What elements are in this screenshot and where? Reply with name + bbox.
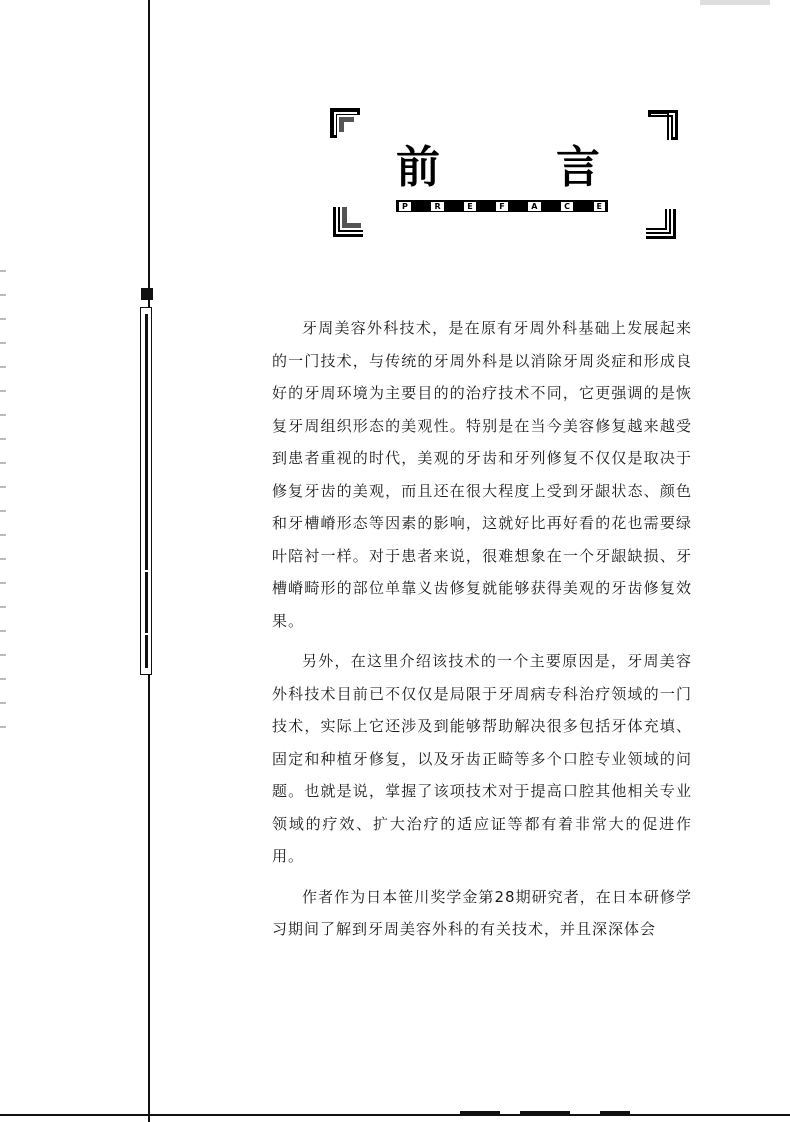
title-char-2: 言 xyxy=(556,142,600,193)
preface-letter: F xyxy=(496,202,507,211)
paragraph: 另外，在这里介绍该技术的一个主要原因是，牙周美容外科技术目前已不仅仅是局限于牙周病专科治疗领域的一门技术，实际上它还涉及到能够帮助解决很多包括牙体充填、固定和种植牙修复，以及牙齿正畸等多个口腔专业领域的问题。也就是说，掌握了该项技术对于提高口腔其他相关专业领域的疗效、扩大治疗的适应证等都有着非常大的促进作用。 xyxy=(272,652,692,865)
bottom-rule-mark xyxy=(600,1111,630,1114)
bottom-rule-mark xyxy=(460,1111,500,1114)
preface-body xyxy=(272,312,692,954)
preface-letter: P xyxy=(399,202,411,211)
preface-letter: A xyxy=(528,202,540,211)
preface-subtitle-bar xyxy=(396,200,608,212)
corner-ornament-top-right xyxy=(648,110,678,140)
margin-marker xyxy=(141,288,153,300)
paragraph: 作者作为日本笹川奖学金第28期研究者，在日本研修学习期间了解到牙周美容外科的有关技术，并且深深体会 xyxy=(272,887,692,938)
preface-letter: C xyxy=(561,202,573,211)
title-char-1: 前 xyxy=(396,142,440,193)
corner-ornament-top-left xyxy=(330,108,360,138)
left-edge-ticks xyxy=(0,270,6,750)
preface-letter: E xyxy=(594,202,605,211)
preface-letter: E xyxy=(464,202,475,211)
paragraph: 牙周美容外科技术，是在原有牙周外科基础上发展起来的一门技术，与传统的牙周外科是以消除牙周炎症和形成良好的牙周环境为主要目的的治疗技术不同，它更强调的是恢复牙周组织形态的美观性。特别是在当今美容修复越来越受到患者重视的时代，美观的牙齿和牙列修复不仅仅是取决于修复牙齿的美观，而且还在很大程度上受到牙龈状态、颜色和牙槽嵴形态等因素的影响，这就好比再好看的花也需要绿叶陪衬一样。对于患者来说，很难想象在一个牙龈缺损、牙槽嵴畸形的部位单靠义齿修复就能够获得美观的牙齿修复效果。 xyxy=(272,319,692,630)
margin-bar xyxy=(140,307,152,675)
top-edge-mark xyxy=(700,0,770,5)
bottom-rule xyxy=(0,1114,790,1116)
bottom-rule-mark xyxy=(520,1111,570,1114)
corner-ornament-bottom-left xyxy=(333,207,363,237)
corner-ornament-bottom-right xyxy=(646,209,676,239)
preface-letter: R xyxy=(431,202,443,211)
